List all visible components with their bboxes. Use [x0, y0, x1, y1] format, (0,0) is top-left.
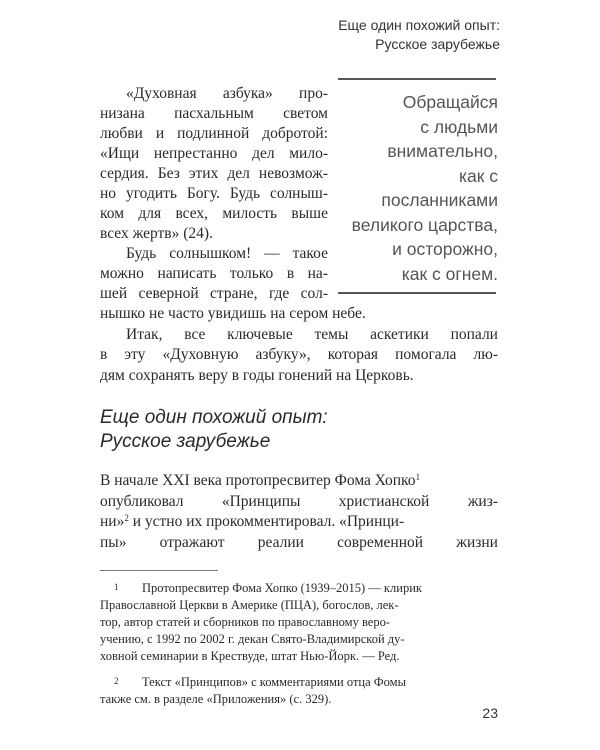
word: попали [450, 325, 498, 343]
word: написать [157, 265, 217, 282]
pull-quote [338, 78, 498, 294]
pull-quote-line: как с посланниками [381, 165, 498, 210]
word: «Принципы [221, 492, 301, 510]
footnote-2 [100, 674, 498, 708]
word: Богу. [186, 185, 220, 202]
pull-quote-line: как с огнем. [401, 263, 498, 284]
text-line [100, 184, 328, 204]
footnote-divider [100, 570, 218, 571]
word: лю- [473, 346, 498, 363]
text-line [100, 512, 498, 533]
word: милость [222, 205, 278, 222]
word: Будь [126, 245, 157, 262]
word: аскетики [370, 325, 429, 343]
word: в [100, 346, 108, 363]
word: реалии [257, 533, 304, 551]
word: ком [100, 205, 125, 222]
word: стране, [210, 285, 258, 302]
section-paragraph [100, 471, 498, 553]
word: дел [252, 145, 275, 162]
text-line: нышко не часто увидишь на сером небе. [100, 305, 366, 322]
text-line [100, 164, 328, 184]
word: где [268, 285, 290, 302]
footnote-line: Православной Церкви в Америке (ПЦА), богослов, лек- [100, 598, 399, 612]
footnote-marker: 1 [114, 582, 119, 592]
footnotes [100, 580, 498, 708]
word: подлинной [177, 125, 250, 142]
word: угодить [125, 185, 177, 202]
running-head [200, 16, 500, 54]
word: светом [283, 105, 328, 122]
word: — [264, 245, 280, 262]
footnote-line: ховной семинарии в Крествуде, штат Нью-Йорк. — Ред. [100, 649, 400, 663]
word: и [155, 125, 165, 142]
word: темы [314, 325, 349, 343]
word: на- [307, 265, 328, 282]
word: только [229, 265, 274, 282]
text-line [100, 264, 328, 284]
word: низана [100, 105, 145, 122]
text-line: дям сохранять веру в годы гонений на Церковь. [100, 366, 414, 384]
word: выше [291, 205, 328, 222]
pull-quote-line: с людьми [420, 116, 498, 137]
word: современной [337, 533, 424, 551]
page-number: 23 [482, 705, 498, 721]
word: Будь [229, 185, 261, 202]
word: ключевые [227, 325, 293, 343]
footnote-line: также см. в разделе «Приложения» (с. 329). [100, 692, 332, 706]
text-line [100, 471, 498, 492]
word: про- [299, 85, 328, 102]
text-span: ни» [100, 513, 125, 530]
left-column-text [100, 84, 328, 304]
footnote-marker: 2 [114, 676, 119, 686]
text-line [100, 492, 498, 513]
word: эту [124, 346, 146, 363]
body-paragraph [100, 304, 498, 386]
word: азбуку», [255, 346, 311, 363]
word: отражают [159, 533, 225, 551]
word: сол- [300, 285, 328, 302]
pull-quote-line: внимательно, [387, 141, 498, 161]
footnote-ref-2[interactable]: 2 [124, 513, 129, 523]
word: дел [227, 165, 250, 182]
word: жиз- [467, 492, 498, 510]
word: этих [188, 165, 219, 182]
word: но [100, 185, 117, 202]
word: все [184, 325, 206, 343]
word: Итак, [126, 325, 163, 343]
pull-quote-line: Обращайся [402, 92, 498, 112]
word: «Духовную [162, 346, 239, 363]
word: невозмож- [258, 165, 328, 182]
section-heading-line1: Еще один похожий опыт: [100, 407, 328, 428]
footnote-text: Текст «Принципов» с комментариями отца Фомы [142, 675, 406, 689]
text-line [100, 244, 328, 264]
word: сердия. [100, 165, 149, 182]
text-line [100, 84, 328, 104]
section-heading-line2: Русское зарубежье [100, 431, 271, 452]
word: «Духовная [126, 85, 197, 102]
word: любви [100, 125, 143, 142]
footnote-1 [100, 580, 498, 665]
word: добротой: [262, 125, 328, 142]
word: которая [327, 346, 379, 363]
section-heading [100, 406, 498, 454]
pull-quote-text [338, 80, 498, 292]
text-line [100, 104, 328, 124]
footnote-line [100, 674, 498, 691]
text-line [100, 144, 328, 164]
word: всех, [175, 205, 209, 222]
text-line [100, 204, 328, 224]
word: можно [100, 265, 144, 282]
word: пы» [100, 533, 127, 551]
word: Без [157, 165, 180, 182]
text-line: всех жертв» (24). [100, 225, 213, 242]
pull-quote-line: великого царства, [351, 214, 498, 235]
pull-quote-line: и осторожно, [392, 239, 498, 259]
word: северной [138, 285, 199, 302]
word: пасхальным [174, 105, 254, 122]
footnote-text: Протопресвитер Фома Хопко (1939–2015) — клирик [142, 581, 422, 595]
word: христианской [338, 492, 430, 510]
word: мило- [289, 145, 328, 162]
word: «Ищи [100, 145, 140, 162]
word: такое [292, 245, 328, 262]
word: непрестанно [153, 145, 238, 162]
word: для [138, 205, 162, 222]
text-line [100, 533, 498, 554]
text-line [100, 284, 328, 304]
word: азбука» [222, 85, 273, 102]
text-line [100, 325, 498, 346]
word: помогала [395, 346, 457, 363]
text-line [100, 124, 328, 144]
running-head-line2: Русское зарубежье [375, 36, 500, 52]
word: солнышком! [169, 245, 252, 262]
footnote-ref-1[interactable]: 1 [415, 472, 421, 482]
running-head-line1: Еще один похожий опыт: [338, 17, 500, 33]
word: в [286, 265, 295, 282]
footnote-line: тор, автор статей и сборников по православному веро- [100, 615, 390, 629]
pull-quote-bottom-rule [338, 292, 496, 294]
footnote-line [100, 580, 498, 597]
word: солныш- [270, 185, 328, 202]
word: шей [100, 285, 128, 302]
text-span: и устно их прокомментировал. «Принци- [128, 513, 405, 530]
text-span: В начале XXI века протопресвитер Фома Хопко [100, 472, 416, 489]
footnote-line: учению, с 1992 по 2002 г. декан Свято-Владимирской ду- [100, 632, 405, 646]
word: опубликовал [100, 492, 184, 510]
text-line [100, 345, 498, 366]
word: жизни [456, 533, 498, 551]
